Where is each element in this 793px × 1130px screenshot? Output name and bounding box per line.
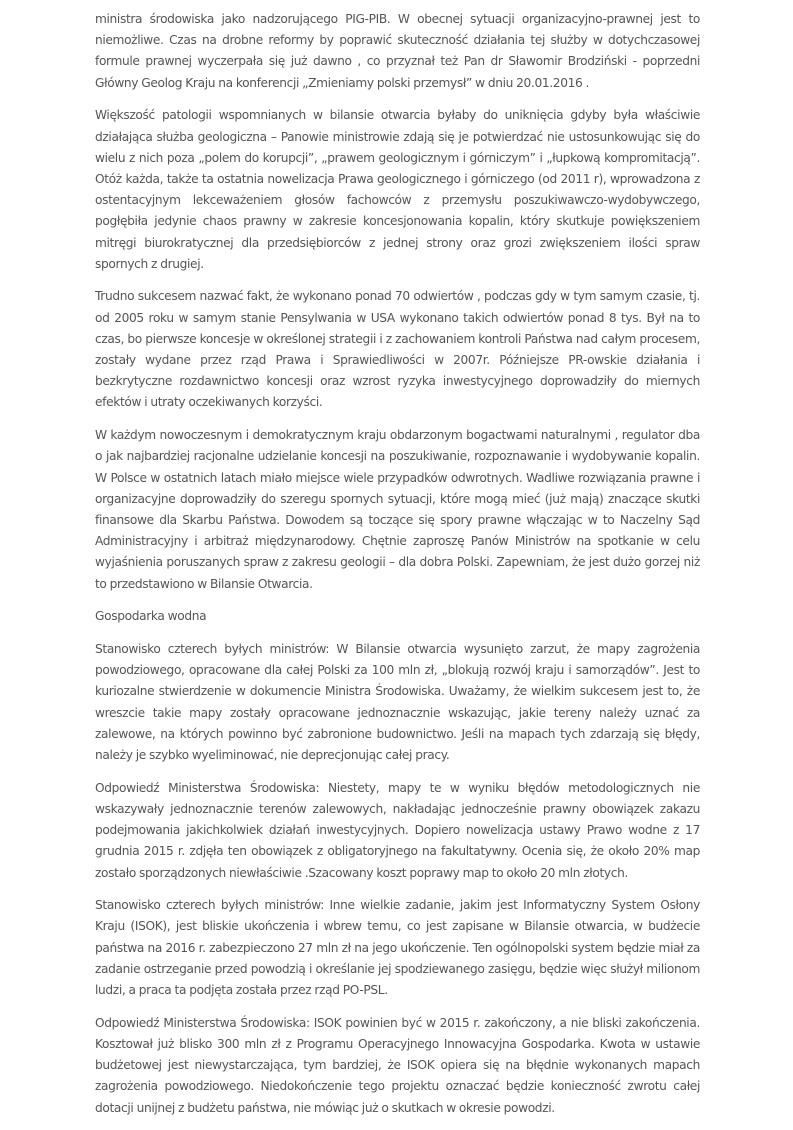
paragraph-concessions-regulator: W każdym nowoczesnym i demokratycznym kraju obdarzonym bogactwami naturalnymi , regulator dba o jak najbardziej racjonalne udzielanie koncesji na poszukiwanie, rozpoznawanie i wydobywanie kopalin. W Polsce w ostatnich latach miało miejsce wiele przypadków odwrotnych. Wadliwe rozwiązania prawne i organizacyjne doprowadziły do szeregu spornych sytuacji, które mogą mieć (już mają) znaczące skutki finansowe dla Skarbu Państwa. Dowodem są toczące się spory prawne włączając w to Naczelny Sąd Administracyjny i arbitraż międzynarodowy. Chętnie zaproszę Panów Ministrów na spotkanie w celu wyjaśnienia poruszanych spraw z zakresu geologii – dla dobra Polski. Zapewniam, że jest dużo gorzej niż to przedstawiono w Bilansie Otwarcia.	[95, 428, 700, 591]
paragraph-ministry-response-flood-maps: Odpowiedź Ministerstwa Środowiska: Niestety, mapy te w wyniku błędów metodologicznych nie wskazywały jednoznacznie terenów zalewowych, nakładając jednocześnie prawny obowiązek zakazu podejmowania jakichkolwiek działań inwestycyjnych. Dopiero nowelizacja ustawy Prawo wodne z 17 grudnia 2015 r. zdjęła ten obowiązek z obligatoryjnego na fakultatywny. Ocenia się, że około 20% map zostało sporządzonych niewłaściwie .Szacowany koszt poprawy map to około 20 mln złotych.	[95, 780, 700, 880]
paragraph-shale-wells: Trudno sukcesem nazwać fakt, że wykonano ponad 70 odwiertów , podczas gdy w tym samym czasie, tj. od 2005 roku w samym stanie Pensylwania w USA wykonano takich odwiertów ponad 8 tys. Był na to czas, bo pierwsze koncesje w określonej strategii i z zachowaniem kontroli Państwa nad całym procesem, zostały wydane przez rząd Prawa i Sprawiedliwości w 2007r. Późniejsze PR-owskie działania i bezkrytyczne rozdawnictwo koncesji oraz wzrost ryzyka inwestycyjnego doprowadziły do miernych efektów i utraty oczekiwanych korzyści.	[95, 289, 700, 410]
paragraph-former-ministers-flood-maps: Stanowisko czterech byłych ministrów: W Bilansie otwarcia wysunięto zarzut, że mapy zagrożenia powodziowego, opracowane dla całej Polski za 100 mln zł, „blokują rozwój kraju i samorządów”. Jest to kuriozalne stwierdzenie w dokumencie Ministra Środowiska. Uważamy, że wielkim sukcesem jest to, że wreszcie takie mapy zostały opracowane jednoznacznie wskazując, jakie tereny należy uznać za zalewowe, na których powinno być zabronione budownictwo. Jeśli na mapach tych zdarzają się błędy, należy je szybko wyeliminować, nie deprecjonując całej pracy.	[95, 641, 700, 762]
paragraph-former-ministers-isok: Stanowisko czterech byłych ministrów: Inne wielkie zadanie, jakim jest Informatyczny System Osłony Kraju (ISOK), jest bliskie ukończenia i wbrew temu, co jest zapisane w Bilansie otwarcia, w budżecie państwa na 2016 r. zabezpieczono 27 mln zł na jego ukończenie. Ten ogólnopolski system będzie miał za zadanie ostrzeganie przed powodzią i określanie jej spodziewanego zasięgu, będzie więc służył milionom ludzi, a praca ta podjęta została przez rząd PO-PSL.	[95, 898, 700, 998]
paragraph-balance-pathologies: Większość patologii wspomnianych w bilansie otwarcia byłaby do uniknięcia gdyby była właściwie działająca służba geologiczna – Panowie ministrowie zdają się je potwierdzać nie ustosunkowując się do wielu z nich poza „polem do korupcji”, „prawem geologicznym i górniczym” i „łupkową kompromitacją”. Otóż każda, także ta ostatnia nowelizacja Prawa geologicznego i górniczego (od 2011 r), wprowadzona z ostentacyjnym lekceważeniem głosów fachowców z przemysłu poszukiwawczo-wydobywczego, pogłębiła jedynie chaos prawny w zakresie koncesjonowania kopalin, który skutkuje powiększeniem mitręgi biurokratycznej dla przedsiębiorców z jednej strony oraz grozi zwiększeniem ilości spraw spornych z drugiej.	[95, 108, 700, 271]
paragraph-geological-service-reform: ministra środowiska jako nadzorującego PIG-PIB. W obecnej sytuacji organizacyjno-prawnej jest to niemożliwe. Czas na drobne reformy by poprawić skuteczność działania tej służby w dotychczasowej formule prawnej wyczerpała się już dawno , co przyznał też Pan dr Sławomir Brodziński - poprzedni Główny Geolog Kraju na konferencji „Zmieniamy polski przemysł” w dniu 20.01.2016 .	[95, 12, 700, 90]
paragraph-ministry-response-isok: Odpowiedź Ministerstwa Środowiska: ISOK powinien być w 2015 r. zakończony, a nie bliski zakończenia. Kosztował już blisko 300 mln zł z Programu Operacyjnego Innowacyjna Gospodarka. Kwota w ustawie budżetowej jest niewystarczająca, tym bardziej, że ISOK opiera się na błędnie wykonanych mapach zagrożenia powodziowego. Niedokończenie tego projektu oznaczać będzie konieczność zwrotu całej dotacji unijnej z budżetu państwa, nie mówiąc już o skutkach w okresie powodzi.	[95, 1015, 700, 1115]
document-page	[95, 9, 700, 1130]
section-heading-water-management: Gospodarka wodna	[95, 609, 207, 624]
